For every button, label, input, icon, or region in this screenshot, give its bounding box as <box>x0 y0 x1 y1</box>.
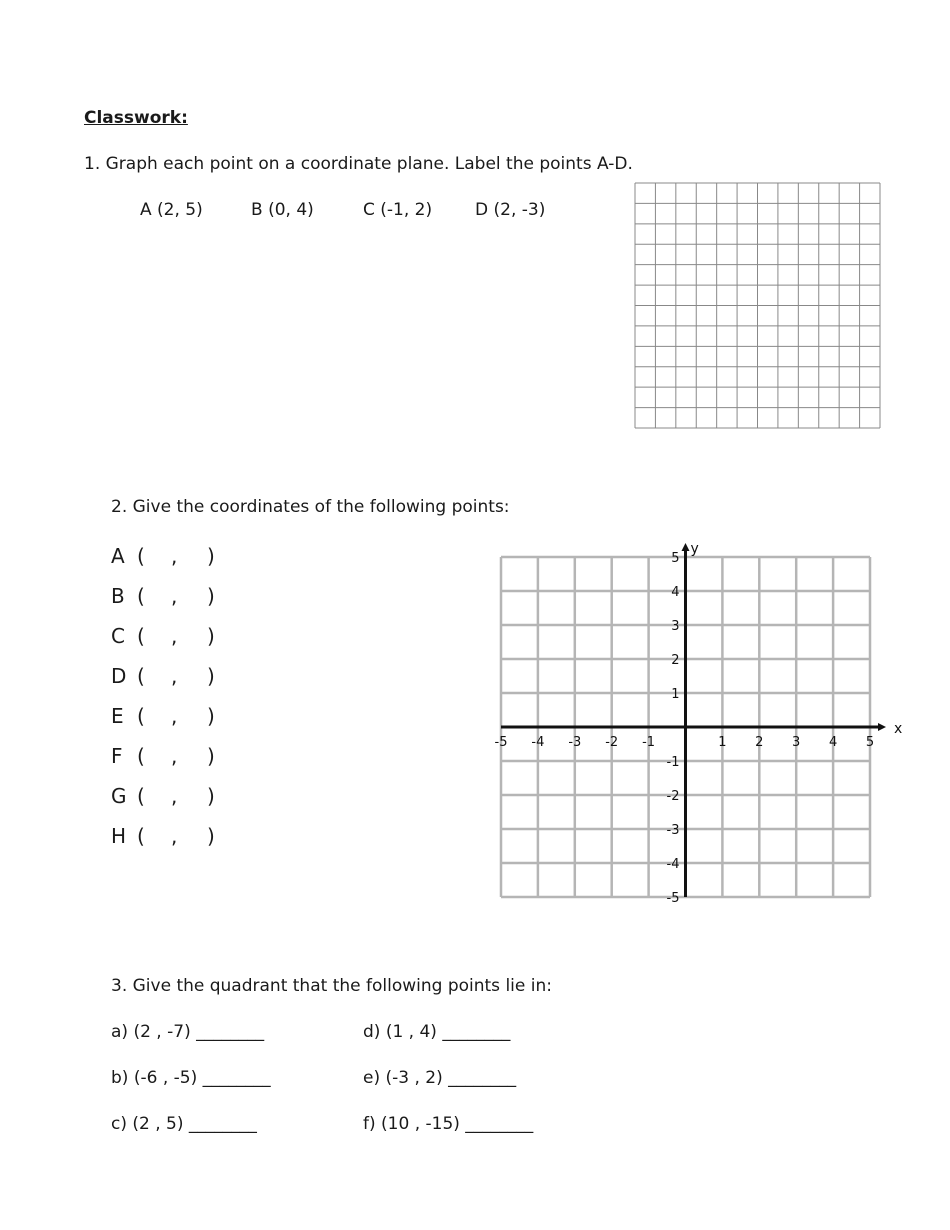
blank-paren-close: ) <box>207 744 215 768</box>
x-axis-arrow <box>878 723 886 731</box>
blank-paren-close: ) <box>207 624 215 648</box>
x-tick-label: 1 <box>718 735 727 750</box>
blank-graph-grid[interactable] <box>634 182 881 429</box>
blank-comma: , <box>171 544 178 568</box>
point-a: A (2, 5) <box>140 200 203 220</box>
question-2-text: 2. Give the coordinates of the following points: <box>111 497 510 517</box>
blank-letter: C <box>111 624 125 648</box>
y-tick-label: -5 <box>666 891 680 906</box>
quadrant-item-b: b) (-6 , -5) ________ <box>111 1068 271 1088</box>
y-tick-label: -2 <box>666 789 680 804</box>
blank-paren-open: ( <box>137 584 145 608</box>
blank-comma: , <box>171 664 178 688</box>
y-tick-label: 1 <box>671 687 680 702</box>
blank-paren-close: ) <box>207 784 215 808</box>
blank-comma: , <box>171 824 178 848</box>
blank-paren-open: ( <box>137 744 145 768</box>
blank-letter: F <box>111 744 123 768</box>
blank-letter: D <box>111 664 127 688</box>
y-tick-label: 3 <box>671 619 680 634</box>
y-tick-label: -1 <box>666 755 680 770</box>
blank-paren-open: ( <box>137 784 145 808</box>
blank-letter: G <box>111 784 127 808</box>
blank-paren-open: ( <box>137 544 145 568</box>
blank-paren-open: ( <box>137 704 145 728</box>
y-tick-label: 5 <box>671 551 680 566</box>
x-tick-label: -4 <box>531 735 545 750</box>
blank-paren-close: ) <box>207 824 215 848</box>
point-d: D (2, -3) <box>475 200 546 220</box>
blank-comma: , <box>171 744 178 768</box>
blank-comma: , <box>171 584 178 608</box>
blank-letter: B <box>111 584 125 608</box>
x-tick-label: 2 <box>755 735 764 750</box>
page-heading: Classwork: <box>84 108 188 128</box>
y-tick-label: 2 <box>671 653 680 668</box>
y-tick-label: -4 <box>666 857 680 872</box>
blank-comma: , <box>171 784 178 808</box>
x-tick-label: 5 <box>865 735 875 750</box>
quadrant-item-e: e) (-3 , 2) ________ <box>363 1068 517 1088</box>
quadrant-item-f: f) (10 , -15) ________ <box>363 1114 534 1134</box>
coordinate-plane <box>480 535 903 915</box>
x-tick-label: -3 <box>568 735 582 750</box>
x-tick-label: -2 <box>605 735 619 750</box>
x-tick-label: 4 <box>828 735 838 750</box>
blank-paren-open: ( <box>137 664 145 688</box>
point-c: C (-1, 2) <box>363 200 433 220</box>
y-axis-label: y <box>690 541 699 557</box>
x-tick-label: -1 <box>642 735 656 750</box>
blank-paren-close: ) <box>207 544 215 568</box>
blank-paren-close: ) <box>207 704 215 728</box>
blank-paren-close: ) <box>207 664 215 688</box>
x-tick-label: 3 <box>792 735 801 750</box>
blank-paren-open: ( <box>137 824 145 848</box>
blank-paren-open: ( <box>137 624 145 648</box>
x-tick-label: -5 <box>494 735 508 750</box>
question-1-text: 1. Graph each point on a coordinate plane. Label the points A-D. <box>84 154 633 174</box>
blank-comma: , <box>171 704 178 728</box>
quadrant-item-d: d) (1 , 4) ________ <box>363 1022 511 1042</box>
y-tick-label: -3 <box>666 823 680 838</box>
blank-letter: A <box>111 544 125 568</box>
blank-letter: E <box>111 704 124 728</box>
blank-comma: , <box>171 624 178 648</box>
blank-paren-close: ) <box>207 584 215 608</box>
question-3-text: 3. Give the quadrant that the following points lie in: <box>111 976 552 996</box>
quadrant-item-a: a) (2 , -7) ________ <box>111 1022 265 1042</box>
x-axis-label: x <box>894 721 903 737</box>
quadrant-item-c: c) (2 , 5) ________ <box>111 1114 257 1134</box>
y-axis-arrow <box>682 543 690 551</box>
point-b: B (0, 4) <box>251 200 314 220</box>
y-tick-label: 4 <box>671 585 680 600</box>
blank-letter: H <box>111 824 127 848</box>
